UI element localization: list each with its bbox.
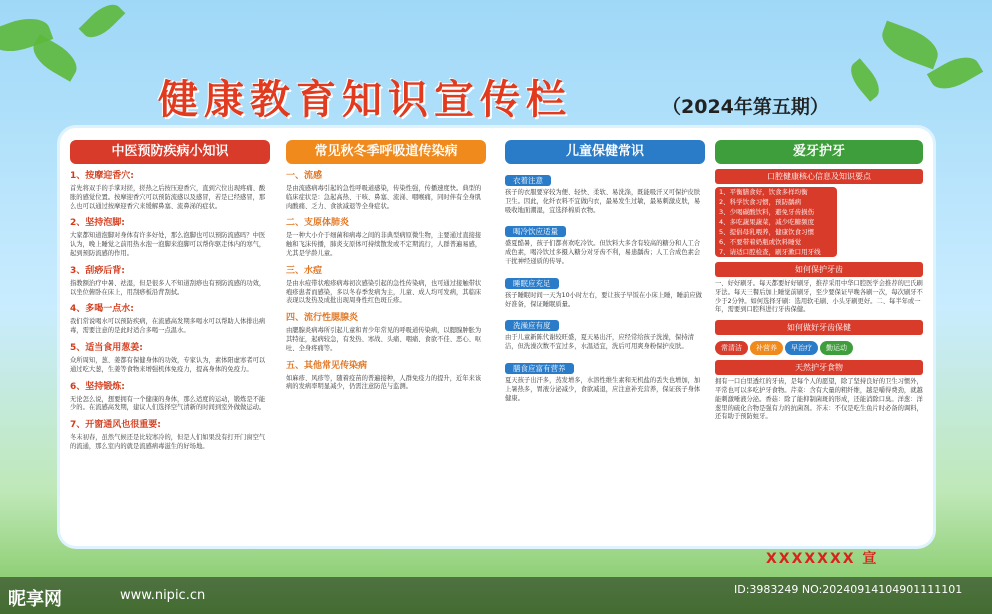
list-item: [505, 358, 705, 403]
care-pill: 勤运动: [820, 341, 853, 355]
list-item: [505, 170, 705, 215]
item-title: 4、多喝一点水:: [70, 304, 134, 315]
tip-item: 4、多吃蔬果蔬菜，减少吃糖频度: [719, 218, 815, 226]
tips-list: [715, 187, 837, 257]
item-text: 孩子的衣服要穿较为便、轻快、柔软、易洗涤，既能吸汗又可保护皮肤卫生。因此，化纤衣料不宜做内衣，最易发生过敏，最易刺激皮肤，易吸收地面潮湿，宜选择棉质衣物。: [505, 189, 701, 214]
item-title: 5、适当食用葱姜:: [70, 342, 143, 353]
column-header: 中医预防疾病小知识: [70, 140, 270, 164]
tip-item: 5、提倡母乳喂养，健康饮食习惯: [719, 228, 815, 236]
list-item: [286, 265, 486, 306]
item-title: 五、其他常见传染病: [286, 360, 368, 371]
item-text: 由腮腺炎病毒所引起儿童和青少年常见的呼吸道传染病，以腮腺肿胀为其特征，起病较急，有发热、寒战、头痛、咽痛、食欲不佳、恶心、呕吐、全身疼痛等。: [286, 327, 482, 352]
item-text: 盛夏酷暑，孩子们都喜欢吃冷饮。但饮料大多含有较高的糖分和人工合成色素，喝冷饮过多摄入糖分对牙齿不利，易患龋齿；人工合成色素会干扰神经递质的传导。: [505, 240, 701, 265]
item-text: 孩子睡眠时间一天为10小时左右，要让孩子早饭在小床上睡，睡前应做好准备，保证睡眠质量。: [505, 291, 702, 308]
column-header: 儿童保健常识: [505, 140, 705, 164]
list-item: [505, 221, 705, 266]
list-item: [70, 381, 270, 414]
section-heading: 天然护牙食物: [715, 360, 923, 375]
care-pill: 早治疗: [785, 341, 818, 355]
item-title: 衣着注意: [505, 175, 551, 186]
item-title: 6、坚持锻炼:: [70, 381, 125, 392]
list-item: [70, 265, 270, 298]
item-text: 由于儿童新陈代谢较旺盛，夏天易出汗，应经常给孩子洗澡，保持清洁，但洗澡次数不宜过多，水温适宜，洗后可用爽身粉保护皮肤。: [505, 334, 694, 351]
leaf-decoration: [27, 34, 83, 82]
item-title: 喝冷饮应适量: [505, 226, 566, 237]
item-text: 是由流感病毒引起的急性呼吸道感染，传染性强，传播速度快。典型的临床症状是：急起高热、干咳、鼻塞、流涕、咽喉痛，同时伴有全身肌肉酸痛、乏力、食欲减退等全身症状。: [286, 185, 482, 210]
leaf-decoration: [79, 0, 126, 44]
page-title: 健康教育知识宣传栏: [158, 76, 572, 123]
tcm-list: [70, 170, 270, 452]
item-title: 7、开窗通风也很重要:: [70, 420, 161, 431]
item-title: 三、水痘: [286, 265, 323, 276]
food-text: 拥有一口白里透红的牙齿，是每个人的愿望，除了坚持良好的卫生习惯外，平常也可以多吃护牙食物。芹菜：含有大量的粗纤维，越是嚼得费劲，就越能刺激唾液分泌。香菇：除了能抑制菌斑的形成，还能消除口臭。洋葱：洋葱里的硫化合物是强有力的抗菌剂。芥末：不仅是吃生鱼片时必备的调料，还有助于预防蛀牙。: [715, 378, 923, 421]
care-pills: [715, 335, 923, 355]
item-text: 首先将双手的手掌对搓，搓热之后按压迎香穴，直到穴位出现疼痛、酸胀的感觉位置。按摩迎香穴可以预防流感以及感冒，若是已经感冒，那么也可以通过按摩迎香穴来缓解鼻塞、流鼻涕的症状。: [70, 185, 266, 210]
brushing-text: 一、好好刷牙。每天都要好好刷牙，推荐采用中华口腔医学会推荐的巴氏刷牙法。每天三餐后加上睡觉前刷牙，至少要保证早晚各刷一次，每次刷牙不少于2分钟。如何选择牙刷：选用软毛刷、小头牙刷更好。二、每半年或一年，需要到口腔科进行牙齿保健。: [715, 280, 923, 314]
leaf-decoration: [877, 21, 944, 70]
item-title: 四、流行性腮腺炎: [286, 313, 359, 324]
list-item: [70, 303, 270, 336]
watermark-id: ID:3983249 NO:20240914104901111101: [734, 583, 963, 596]
item-title: 2、坚持泡脚:: [70, 218, 125, 229]
item-text: 大家都知道泡脚对身体有许多好处，那么泡脚也可以预防流感吗？中医认为，晚上睡觉之前用热水泡一泡脚来泡脚可以帮你驱走体内的寒气，起到预防流感的作用。: [70, 232, 266, 257]
item-text: 如麻疹、风疹等，随着疫苗的普遍接种，人群免疫力的提升，近年来该病的发病率明显减少，仍需注意防范与监测。: [286, 374, 482, 391]
watermark-logo: 昵享网: [8, 589, 62, 610]
section-heading: 口腔健康核心信息及知识要点: [715, 169, 923, 184]
column-child-care: [505, 140, 705, 545]
list-item: [286, 217, 486, 258]
care-pill: 补营养: [750, 341, 783, 355]
child-care-list: [505, 170, 705, 403]
disease-list: [286, 170, 486, 392]
item-title: 3、刮痧后背:: [70, 265, 125, 276]
column-header: 常见秋冬季呼吸道传染病: [286, 140, 486, 164]
list-item: [70, 170, 270, 211]
list-item: [505, 273, 705, 310]
list-item: [286, 312, 486, 353]
care-pill: 常清洁: [715, 341, 748, 355]
item-title: 二、支原体肺炎: [286, 218, 350, 229]
item-text: 冬末初春，虽然气候还是比较寒冷的，但是人们如果没有打开门窗空气的流通，那么室内的就是流感病毒滋生的好场地。: [70, 434, 266, 450]
leaf-decoration: [844, 58, 885, 101]
column-respiratory: [286, 140, 486, 545]
list-item: [70, 342, 270, 375]
list-item: [70, 217, 270, 258]
item-text: 众所周知，葱、姜都有保健身体的功效，专家认为，素体阳虚寒者可以通过吃大葱，生姜等食物来增强机体免疫力，提高身体的免疫力。: [70, 356, 266, 373]
column-header: 爱牙护牙: [715, 140, 923, 164]
organization-name: XXXXXXX 宣: [766, 551, 879, 567]
list-item: [286, 360, 486, 393]
item-title: 洗澡应有度: [505, 320, 559, 331]
item-title: 1、按摩迎香穴:: [70, 171, 134, 181]
list-item: [70, 419, 270, 452]
tip-item: 1、平衡膳食好，饮食多样均衡: [719, 188, 808, 196]
item-text: 夏天孩子出汗多，蒸发增多，水溶性维生素和无机盐的丢失也增加，加上暑热多，胃液分泌减少，食欲减退，应注意补充营养，保证孩子身体健康。: [505, 376, 701, 402]
column-tcm: [70, 140, 270, 545]
item-text: 是由水痘带状疱疹病毒初次感染引起的急性传染病，也可通过接触带状疱疹患者而感染，多以冬春季发病为主，儿童、成人均可发病，其临床表现以发热及成批出现周身性红色斑丘疹。: [286, 279, 482, 305]
item-title: 膳食应富有营养: [505, 363, 574, 374]
section-heading: 如何做好牙齿保健: [715, 320, 923, 335]
tip-item: 3、少喝碳酸饮料，避免牙齿损伤: [719, 208, 815, 216]
item-title: 一、流感: [286, 171, 323, 181]
column-dental: [715, 140, 923, 545]
item-text: 指教额治疗中暑、祛湿，但是很多人不知道刮痧也有预防流感的功效，以坐位俯卧在床上，用刮痧板沿背刮拭。: [70, 279, 266, 296]
item-text: 是一种大小介于细菌和病毒之间的非典型病原微生物，主要通过直接接触和飞沫传播，肺炎支原体可持续散发或不定期流行，人群普遍易感，尤其是学龄儿童。: [286, 232, 482, 257]
list-item: [505, 315, 705, 352]
issue-label: （2024年第五期）: [662, 96, 829, 118]
item-text: 无论怎么说，想要拥有一个健康的身体，那么适度的运动，锻炼是不能少的。在流感高发期，建议人们选择空气清新的时间到室外做做运动。: [70, 395, 266, 412]
item-text: 我们常说喝水可以预防疾病，在流感高发期多喝水可以帮助人体排出病毒，需要注意的是此时适合多喝一点温水。: [70, 318, 266, 335]
tip-item: 7、请适口腔检查，刷牙漱口用牙线: [719, 248, 821, 256]
tip-item: 6、不要带着奶瓶或饮料睡觉: [719, 238, 802, 246]
item-title: 睡眠应充足: [505, 278, 559, 289]
list-item: [286, 170, 486, 211]
watermark-site: www.nipic.cn: [120, 588, 206, 603]
section-heading: 如何保护牙齿: [715, 262, 923, 277]
tip-item: 2、科学饮食习惯，预防龋病: [719, 198, 802, 206]
